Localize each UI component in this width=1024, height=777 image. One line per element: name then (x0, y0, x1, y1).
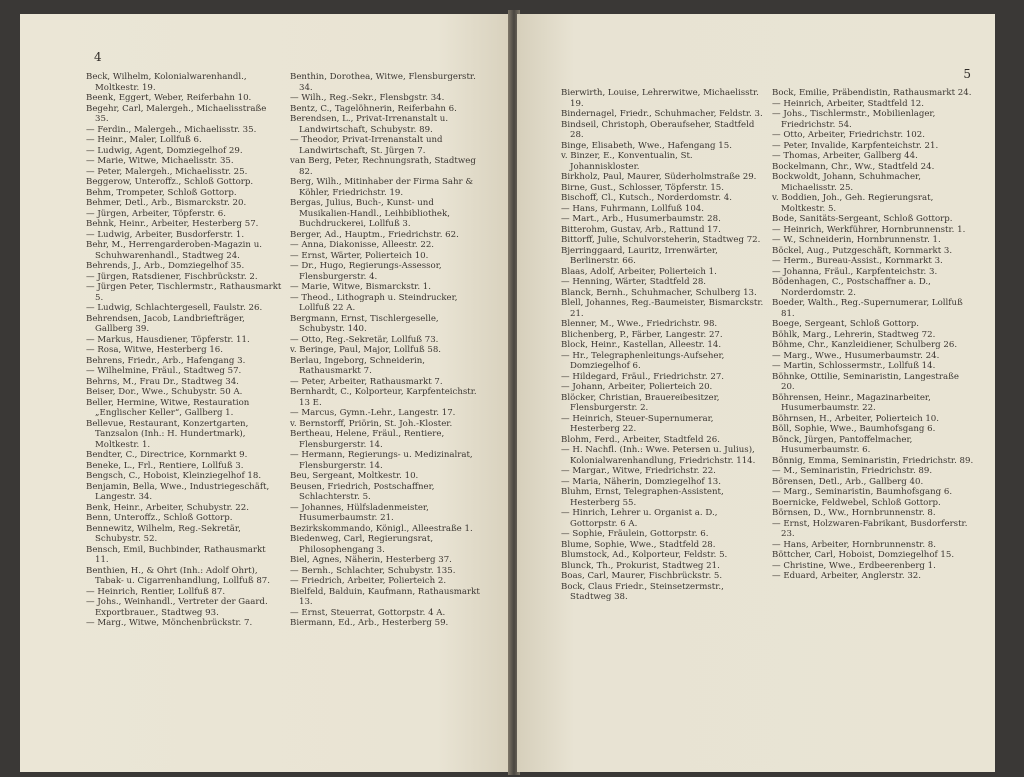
directory-entry: Behm, Trompeter, Schloß Gottorp. (86, 187, 237, 198)
directory-entry: — Ludwig, Arbeiter, Busdorferstr. 1. (86, 229, 245, 240)
directory-entry: v. Beringe, Paul, Major, Lollfuß 58. (290, 345, 442, 355)
directory-entry: — Wilhelmine, Fräul., Stadtweg 57. (86, 366, 242, 376)
directory-entry: — Wilh., Reg.-Sekr., Flensbgstr. 34. (290, 93, 445, 103)
directory-entry: Biel, Agnes, Näherin, Hesterberg 37. (290, 555, 452, 565)
directory-entry: — Peter, Arbeiter, Rathausmarkt 7. (290, 376, 443, 387)
directory-entry: — Heinrich, Steuer-Supernumerar, Hesterberg 22. (561, 413, 714, 434)
left-page (20, 14, 511, 772)
directory-entry: Bindernagel, Friedr., Schuhmacher, Feldstr. 3. (561, 109, 763, 119)
directory-entry: Bierwirth, Louise, Lehrerwitwe, Michaelisstr. 19. (561, 88, 759, 109)
directory-entry: Bockelmann, Chr., Ww., Stadtfeld 24. (772, 161, 935, 172)
directory-entry: Bendter, C., Directrice, Kornmarkt 9. (86, 450, 248, 460)
directory-entry: Böhlk, Marg., Lehrerin, Stadtweg 72. (772, 329, 936, 340)
directory-entry: Bensch, Emil, Buchbinder, Rathausmarkt 11. (86, 544, 266, 565)
directory-entry: Bennewitz, Wilhelm, Reg.-Sekretär, Schubystr. 52. (86, 523, 241, 544)
directory-entry: Boas, Carl, Maurer, Fischbrückstr. 5. (561, 571, 723, 581)
directory-entry: Beusen, Friedrich, Postschaffner, Schlachterstr. 5. (290, 481, 435, 502)
directory-entry: — Herm., Bureau-Assist., Kornmarkt 3. (772, 256, 943, 266)
directory-entry: — Hr., Telegraphenleitungs-Aufseher, Domziegelhof 6. (561, 350, 725, 371)
directory-entry: Bielfeld, Balduin, Kaufmann, Rathausmarkt 13. (290, 586, 480, 607)
directory-entry: Bischoff, Cl., Kutsch., Norderdomstr. 4. (561, 193, 732, 203)
directory-entry: Bezirkskommando, Königl., Alleestraße 1. (290, 523, 473, 534)
directory-entry: — Marg., Wwe., Husumerbaumstr. 24. (772, 350, 940, 361)
directory-entry: Boeder, Walth., Reg.-Supernumerar, Lollfuß 81. (772, 298, 963, 319)
directory-entry: Beu, Sergeant, Moltkestr. 10. (290, 471, 419, 481)
directory-entry: — Heinrich, Rentier, Lollfuß 87. (86, 586, 226, 597)
directory-column (290, 72, 486, 629)
directory-entry: — Heinrich, Werkführer, Hornbrunnenstr. 1. (772, 224, 966, 235)
directory-entry: — H. Nachfl. (Inh.: Wwe. Petersen u. Julius), Kolonialwarenhandlung, Friedrichstr. 114. (561, 445, 756, 466)
directory-entry: — Mart., Arb., Husumerbaumstr. 28. (561, 214, 721, 224)
directory-entry: — Jürgen, Arbeiter, Töpferstr. 6. (86, 208, 226, 219)
directory-entry: Blumstock, Ad., Kolporteur, Feldstr. 5. (561, 550, 728, 560)
directory-entry: Bittorff, Julie, Schulvorsteherin, Stadtweg 72. (561, 235, 761, 245)
directory-entry: Beck, Wilhelm, Kolonialwarenhandl., Moltkestr. 19. (86, 72, 247, 93)
directory-entry: Behr, M., Herrengarderoben-Magazin u. Schuhwarenhandl., Stadtweg 24. (86, 240, 262, 261)
directory-entry: Boernicke, Feldwebel, Schloß Gottorp. (772, 497, 941, 508)
directory-entry: — Christine, Wwe., Erdbeerenberg 1. (772, 560, 936, 571)
directory-entry: — Jürgen, Ratsdiener, Fischbrückstr. 2. (86, 271, 258, 282)
directory-entry: Bönnig, Emma, Seminaristin, Friedrichstr. 89. (772, 455, 974, 466)
directory-entry: Bertheau, Helene, Fräul., Rentiere, Flensburgerstr. 14. (290, 429, 445, 450)
directory-entry: Benn, Unteroffz., Schloß Gottorp. (86, 513, 233, 523)
directory-entry: — Johs., Tischlermstr., Mobilienlager, Friedrichstr. 54. (772, 109, 936, 130)
directory-entry: — Theodor, Privat-Irrenanstalt und Landwirtschaft, St. Jürgen 7. (290, 135, 443, 156)
directory-entry: Beenk, Eggert, Weber, Reiferbahn 10. (86, 93, 252, 103)
directory-entry: Bönck, Jürgen, Pantoffelmacher, Husumerbaumstr. 6. (772, 434, 913, 455)
directory-entry: Böhnke, Ottilie, Seminaristin, Langestraße 20. (772, 371, 959, 392)
directory-entry: Bode, Sanitäts-Sergeant, Schloß Gottorp. (772, 214, 953, 224)
directory-entry: Biedenweg, Carl, Regierungsrat, Philosophengang 3. (290, 534, 434, 555)
directory-entry: v. Bernstorff, Priörin, St. Joh.-Kloster. (290, 418, 453, 429)
directory-entry: Benthien, H., & Ohrt (Inh.: Adolf Ohrt), Tabak- u. Cigarrenhandlung, Lollfuß 87. (86, 565, 270, 586)
directory-entry: Blunck, Th., Prokurist, Stadtweg 21. (561, 560, 720, 571)
directory-entry: — Hildegard, Fräul., Friedrichstr. 27. (561, 371, 725, 382)
directory-entry: — Johann, Arbeiter, Polierteich 20. (561, 382, 713, 392)
right-page (517, 14, 995, 772)
directory-entry: Beggerow, Unteroffz., Schloß Gottorp. (86, 177, 254, 187)
directory-entry: — Margar., Witwe, Friedrichstr. 22. (561, 466, 716, 476)
directory-entry: Böhrensen, Heinr., Magazinarbeiter, Husumerbaumstr. 22. (772, 392, 931, 413)
directory-entry: — Hinrich, Lehrer u. Organist a. D., Gottorpstr. 6 A. (561, 508, 718, 529)
directory-entry: van Berg, Peter, Rechnungsrath, Stadtweg 82. (290, 156, 476, 177)
directory-entry: — Theod., Lithograph u. Steindrucker, Lollfuß 22 A. (290, 292, 458, 313)
directory-entry: Benk, Heinr., Arbeiter, Schubystr. 22. (86, 502, 249, 513)
directory-entry: Berendsen, L., Privat-Irrenanstalt u. Landwirtschaft, Schubystr. 89. (290, 114, 449, 135)
directory-entry: Bindseil, Christoph, Oberaufseher, Stadtfeld 28. (561, 119, 755, 140)
directory-entry: Bock, Emilie, Präbendistin, Rathausmarkt 24. (772, 88, 972, 98)
directory-entry: Böhrnsen, H., Arbeiter, Polierteich 10. (772, 413, 939, 424)
directory-entry: Bitterohm, Gustav, Arb., Rattund 17. (561, 224, 721, 235)
directory-entry: Blume, Sophie, Wwe., Stadtfeld 28. (561, 539, 716, 550)
directory-entry: — Thomas, Arbeiter, Gallberg 44. (772, 151, 918, 161)
directory-column (561, 88, 764, 603)
directory-entry: v. Boddien, Joh., Geh. Regierungsrat, Moltkestr. 5. (772, 193, 934, 214)
directory-entry: — Ernst, Steuerrat, Gottorpstr. 4 A. (290, 607, 446, 618)
directory-entry: Begehr, Carl, Malergeh., Michaelisstraße 35. (86, 103, 267, 124)
directory-entry: Behrendsen, Jacob, Landbriefträger, Gallberg 39. (86, 313, 245, 334)
directory-entry: Böll, Sophie, Wwe., Baumhofsgang 6. (772, 424, 936, 434)
directory-entry: — M., Seminaristin, Friedrichstr. 89. (772, 466, 933, 476)
directory-entry: Blenner, M., Wwe., Friedrichstr. 98. (561, 319, 718, 329)
directory-entry: Bödenhagen, C., Postschaffner a. D., Norderdomstr. 2. (772, 277, 931, 298)
directory-entry: Blichenberg, P., Färber, Langestr. 27. (561, 329, 723, 340)
directory-entry: Behrends, J., Arb., Domziegelhof 35. (86, 261, 245, 271)
directory-entry: — Heinr., Maler, Lollfuß 6. (86, 135, 202, 145)
directory-entry: Boege, Sergeant, Schloß Gottorp. (772, 319, 919, 329)
directory-entry: Böttcher, Carl, Hoboist, Domziegelhof 15. (772, 550, 955, 560)
directory-entry: — Friedrich, Arbeiter, Polierteich 2. (290, 576, 447, 586)
directory-entry: v. Binzer, E., Konventualin, St. Johanniskloster. (561, 151, 693, 172)
directory-entry: Bengsch, C., Hoboist, Kleinziegelhof 18. (86, 471, 262, 481)
directory-entry: Beneke, L., Frl., Rentiere, Lollfuß 3. (86, 460, 244, 471)
directory-entry: — Otto, Arbeiter, Friedrichstr. 102. (772, 130, 925, 140)
directory-entry: — Bernh., Schlachter, Schubystr. 135. (290, 565, 456, 576)
directory-entry: Berg, Wilh., Mitinhaber der Firma Sahr & Köhler, Friedrichstr. 19. (290, 177, 474, 198)
directory-entry: — Rosa, Witwe, Hesterberg 16. (86, 345, 223, 355)
directory-entry: Bergas, Julius, Buch-, Kunst- und Musikalien-Handl., Leihbibliothek, Buchdruckerei, Lollfuß 3. (290, 198, 450, 229)
directory-entry: — Johannes, Hülfsladenmeister, Husumerbaumstr. 21. (290, 502, 429, 523)
directory-entry: Blell, Johannes, Reg.-Baumeister, Bismarckstr. 21. (561, 298, 764, 319)
directory-entry: Böckel, Aug., Putzgeschäft, Kornmarkt 3. (772, 245, 953, 256)
directory-entry: — Marcus, Gymn.-Lehr., Langestr. 17. (290, 408, 456, 418)
directory-entry: Beiser, Dor., Wwe., Schubystr. 50 A. (86, 387, 243, 397)
directory-entry: — Eduard, Arbeiter, Anglerstr. 32. (772, 571, 921, 581)
directory-entry: — Anna, Diakonisse, Alleestr. 22. (290, 240, 435, 250)
directory-entry: Bockwoldt, Johann, Schuhmacher, Michaelisstr. 25. (772, 172, 921, 193)
directory-entry: — Peter, Malergeh., Michaelisstr. 25. (86, 166, 248, 177)
directory-entry: — Hans, Fuhrmann, Lollfuß 104. (561, 203, 704, 214)
directory-entry: — Otto, Reg.-Sekretär, Lollfuß 73. (290, 334, 439, 345)
directory-entry: — Marie, Witwe, Bismarckstr. 1. (290, 282, 432, 292)
directory-column (772, 88, 975, 603)
directory-entry: Birne, Gust., Schlosser, Töpferstr. 15. (561, 182, 725, 193)
directory-entry: Bentz, C., Tagelöhnerin, Reiferbahn 6. (290, 103, 457, 114)
directory-entry: — W., Schneiderin, Hornbrunnenstr. 1. (772, 235, 941, 245)
directory-entry: Berlau, Ingeborg, Schneiderin, Rathausmarkt 7. (290, 355, 425, 376)
directory-entry: — Johanna, Fräul., Karpfenteichstr. 3. (772, 266, 938, 277)
directory-entry: Behmer, Detl., Arb., Bismarckstr. 20. (86, 198, 247, 208)
directory-entry: — Hans, Arbeiter, Hornbrunnenstr. 8. (772, 539, 937, 550)
directory-entry: Birkholz, Paul, Maurer, Süderholmstraße 29. (561, 172, 757, 182)
directory-entry: Behnk, Heinr., Arbeiter, Hesterberg 57. (86, 219, 259, 229)
directory-column (86, 72, 282, 629)
directory-entry: Bernhardt, C., Kolporteur, Karpfenteichstr. 13 E. (290, 387, 477, 408)
directory-entry: Börensen, Detl., Arb., Gallberg 40. (772, 476, 924, 487)
directory-entry: Block, Heinr., Kastellan, Alleestr. 14. (561, 340, 722, 350)
directory-entry: Bergmann, Ernst, Tischlergeselle, Schubystr. 140. (290, 313, 439, 334)
directory-entry: — Marg., Seminaristin, Baumhofsgang 6. (772, 487, 953, 497)
directory-entry: Beller, Hermine, Witwe, Restauration „Englischer Keller“, Gallberg 1. (86, 397, 250, 418)
directory-entry: Behrens, Friedr., Arb., Hafengang 3. (86, 355, 246, 366)
directory-entry: Böhme, Chr., Kanzleidiener, Schulberg 26. (772, 340, 958, 350)
directory-entry: — Henning, Wärter, Stadtfeld 28. (561, 277, 707, 287)
directory-entry: — Peter, Invalide, Karpfenteichstr. 21. (772, 140, 939, 151)
directory-entry: Bluhm, Ernst, Telegraphen-Assistent, Hesterberg 55. (561, 487, 724, 508)
page-number: 4 (94, 50, 102, 64)
directory-entry: — Markus, Hausdiener, Töpferstr. 11. (86, 334, 250, 345)
directory-entry: Blanck, Bernh., Schuhmacher, Schulberg 13. (561, 287, 757, 298)
directory-entry: Binge, Elisabeth, Wwe., Hafengang 15. (561, 140, 732, 151)
directory-entry: Benjamin, Bella, Wwe., Industriegeschäft, Langestr. 34. (86, 481, 270, 502)
directory-entry: — Ernst, Wärter, Polierteich 10. (290, 250, 429, 261)
directory-entry: Bellevue, Restaurant, Konzertgarten, Tanzsalon (Inh.: H. Hundertmark), Moltkestr. 1. (86, 418, 249, 450)
directory-entry: Blaas, Adolf, Arbeiter, Polierteich 1. (561, 266, 717, 277)
directory-entry: — Ernst, Holzwaren-Fabrikant, Busdorferstr. 23. (772, 518, 968, 539)
directory-entry: Benthin, Dorothea, Witwe, Flensburgerstr. 34. (290, 72, 476, 93)
directory-entry: — Martin, Schlossermstr., Lollfuß 14. (772, 361, 936, 371)
directory-entry: — Marg., Witwe, Mönchenbrückstr. 7. (86, 618, 253, 628)
directory-entry: — Dr., Hugo, Regierungs-Assessor, Flensburgerstr. 4. (290, 261, 442, 282)
directory-entry: — Jürgen Peter, Tischlermstr., Rathausmarkt 5. (86, 282, 282, 303)
directory-entry: Biermann, Ed., Arb., Hesterberg 59. (290, 618, 449, 628)
directory-entry: Blöcker, Christian, Brauereibesitzer, Flensburgerstr. 2. (561, 392, 720, 413)
directory-entry: — Ferdin., Malergeh., Michaelisstr. 35. (86, 124, 257, 135)
directory-entry: — Hermann, Regierungs- u. Medizinalrat, Flensburgerstr. 14. (290, 450, 473, 471)
directory-entry: Blohm, Ferd., Arbeiter, Stadtfeld 26. (561, 434, 720, 445)
directory-entry: Börnsen, D., Ww., Hornbrunnenstr. 8. (772, 508, 936, 518)
directory-entry: Behrns, M., Frau Dr., Stadtweg 34. (86, 376, 239, 387)
directory-entry: — Ludwig, Schlachtergesell, Faulstr. 26. (86, 303, 263, 313)
directory-entry: — Ludwig, Agent, Domziegelhof 29. (86, 145, 243, 156)
directory-entry: — Sophie, Fräulein, Gottorpstr. 6. (561, 529, 709, 539)
directory-entry: — Heinrich, Arbeiter, Stadtfeld 12. (772, 98, 925, 109)
page-number: 5 (963, 67, 971, 81)
directory-entry: Berger, Ad., Hauptm., Friedrichstr. 62. (290, 229, 459, 240)
directory-entry: — Johs., Weinhandl., Vertreter der Gaard. Exportbrauer., Stadtweg 93. (86, 597, 268, 618)
directory-entry: — Marie, Witwe, Michaelisstr. 35. (86, 156, 234, 166)
directory-entry: Bjerringgaard, Lauritz, Irrenwärter, Berlinerstr. 66. (561, 245, 718, 266)
directory-entry: — Maria, Näherin, Domziegelhof 13. (561, 476, 722, 487)
directory-entry: Bock, Claus Friedr., Steinsetzermstr., Stadtweg 38. (561, 581, 724, 602)
